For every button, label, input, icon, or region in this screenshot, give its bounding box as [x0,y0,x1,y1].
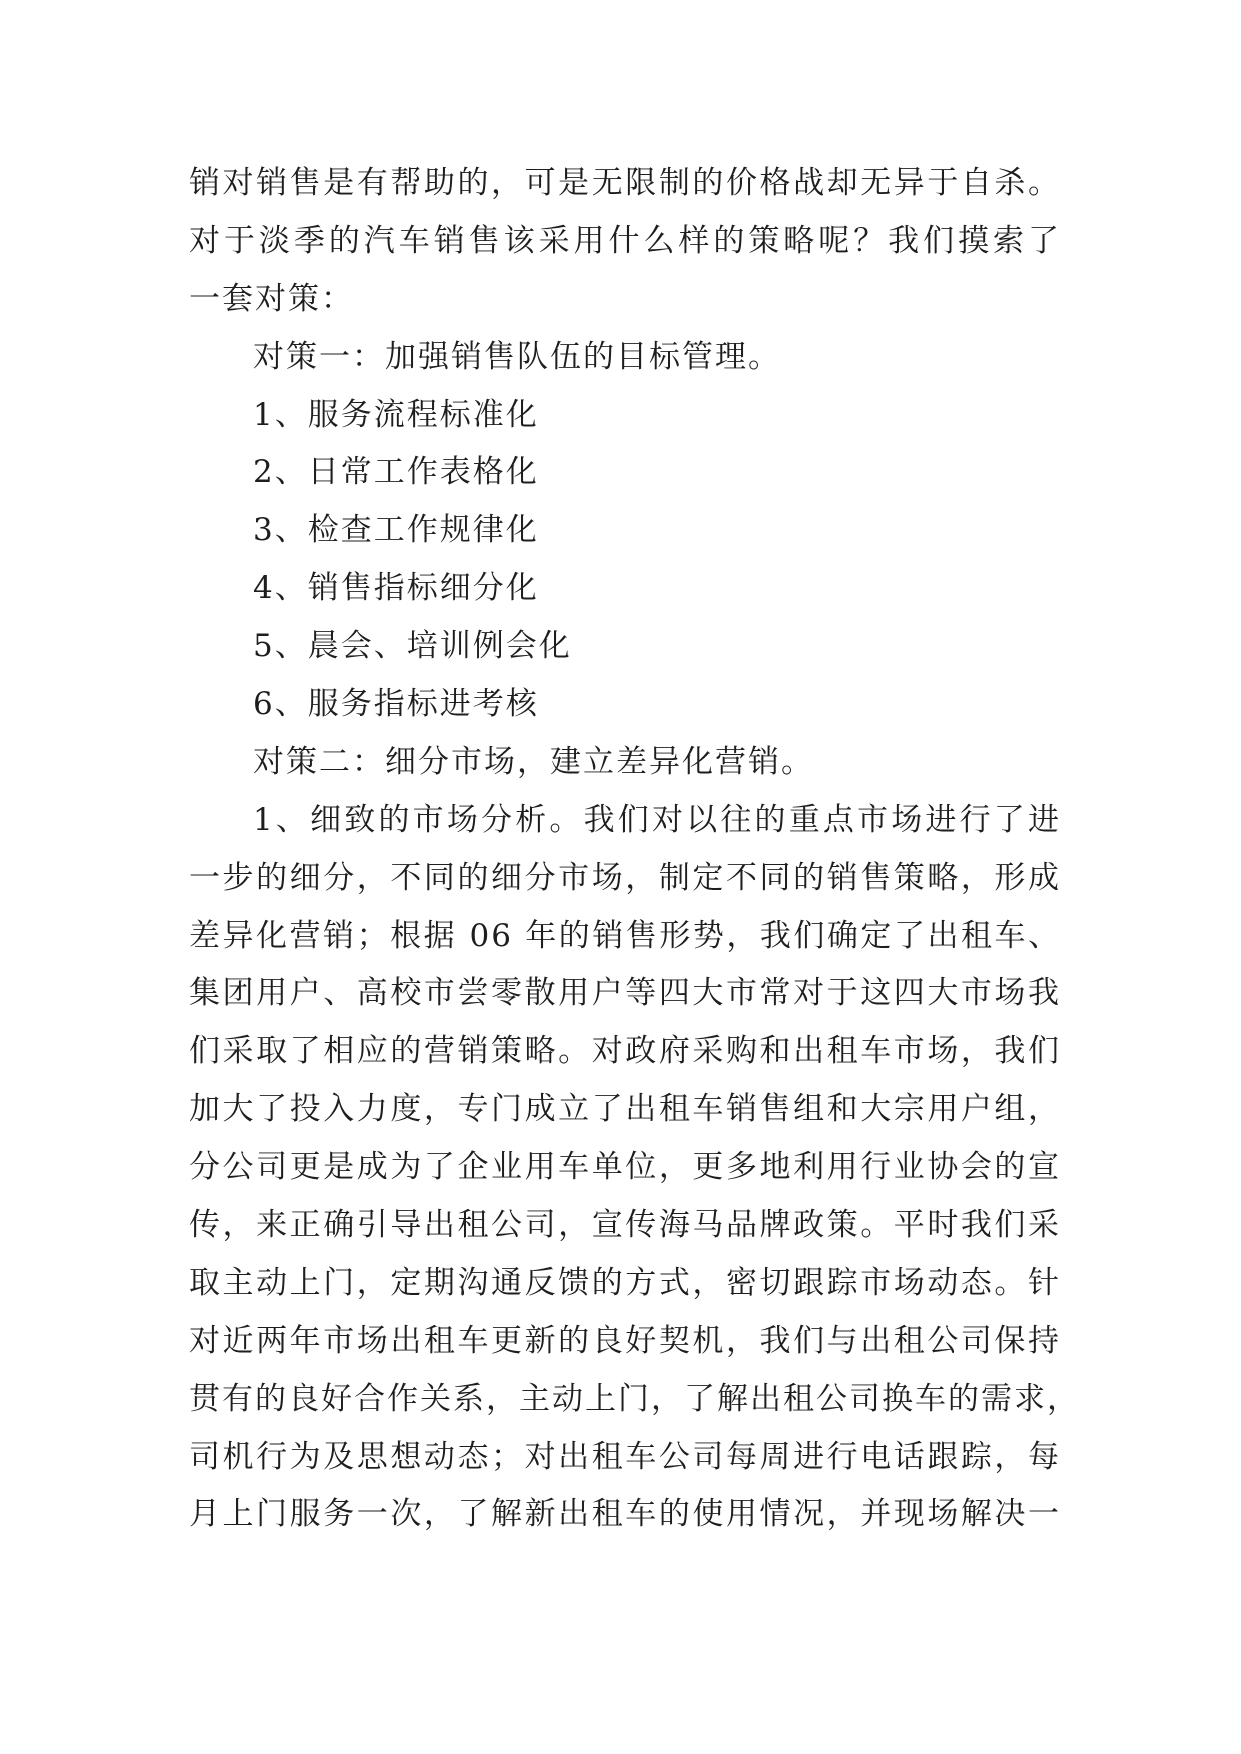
text-line: 一步的细分，不同的细分市场，制定不同的销售策略，形成 [189,859,1061,896]
list-item: 4、销售指标细分化 [253,570,539,607]
text-line: 司机行为及思想动态；对出租车公司每周进行电话跟踪，每 [189,1438,1061,1475]
text-line: 分公司更是成为了企业用车单位，更多地利用行业协会的宣 [189,1149,1061,1186]
text-line: 集团用户、高校市尝零散用户等四大市常对于这四大市场我 [189,975,1061,1012]
text-line: 差异化营销；根据 06 年的销售形势，我们确定了出租车、 [189,917,1061,954]
list-item: 6、服务指标进考核 [253,686,539,723]
list-item: 3、检查工作规律化 [253,512,539,549]
text-line: 对于淡季的汽车销售该采用什么样的策略呢？我们摸索了 [189,222,1061,259]
text-line: 贯有的良好合作关系，主动上门，了解出租公司换车的需求， [189,1380,1080,1417]
text-line: 加大了投入力度，专门成立了出租车销售组和大宗用户组， [189,1091,1061,1128]
text-line: 月上门服务一次，了解新出租车的使用情况，并现场解决一 [189,1496,1061,1533]
list-item: 1、服务流程标准化 [253,396,539,433]
list-item: 2、日常工作表格化 [253,454,539,491]
text-line: 对近两年市场出租车更新的良好契机，我们与出租公司保持 [189,1322,1061,1359]
text-line: 一套对策： [189,280,354,317]
section-heading: 对策二：细分市场，建立差异化营销。 [253,743,814,780]
text-line: 销对销售是有帮助的，可是无限制的价格战却无异于自杀。 [189,165,1061,201]
section-heading: 对策一：加强销售队伍的目标管理。 [253,338,781,375]
text-line: 取主动上门，定期沟通反馈的方式，密切跟踪市场动态。针 [189,1264,1061,1301]
text-line: 们采取了相应的营销策略。对政府采购和出租车市场，我们 [189,1033,1061,1070]
document-page [189,155,1080,1544]
text-line: 1、细致的市场分析。我们对以往的重点市场进行了进 [253,801,1061,838]
text-line: 传，来正确引导出租公司，宣传海马品牌政策。平时我们采 [189,1207,1061,1244]
list-item: 5、晨会、培训例会化 [253,628,572,665]
